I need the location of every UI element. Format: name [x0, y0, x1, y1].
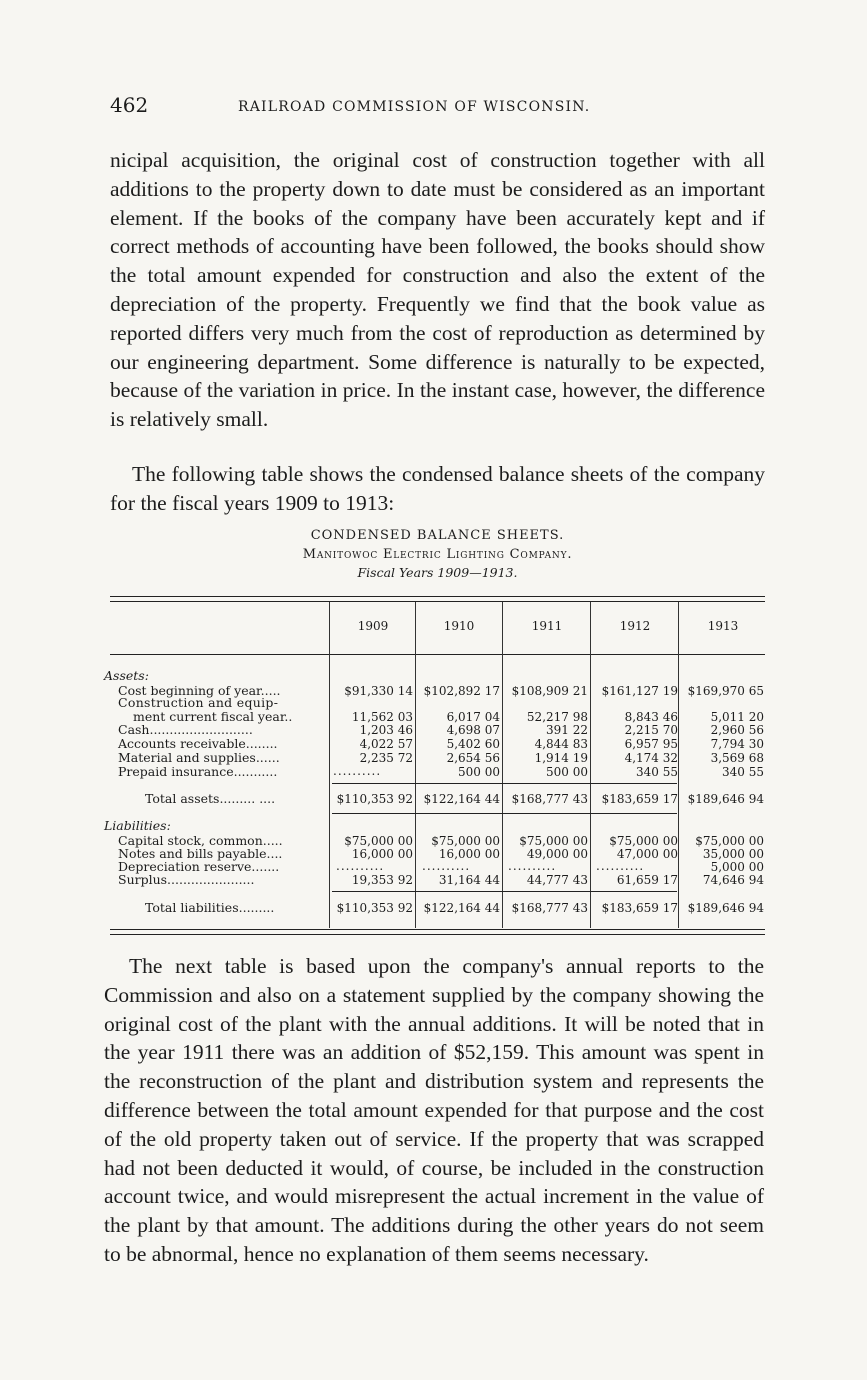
row-label-total-liabilities: Total liabilities.........: [145, 900, 275, 915]
row-label-notes-bills: Notes and bills payable....: [118, 846, 283, 861]
cell-cost-1911: $108,909 21: [511, 684, 588, 698]
row-label-construction-2: ment current fiscal year..: [133, 709, 293, 724]
cell-prepaid-1910: 500 00: [458, 765, 500, 779]
page-number: 462: [110, 93, 149, 117]
cell-surplus-1910: 31,164 44: [438, 873, 500, 887]
cell-construction-1911: 52,217 98: [526, 710, 588, 724]
cell-cash-1911: 391 22: [546, 723, 588, 737]
cell-cash-1910: 4,698 07: [446, 723, 500, 737]
cell-receivable-1913: 7,794 30: [710, 737, 764, 751]
cell-notes-1909: 16,000 00: [351, 847, 413, 861]
row-label-prepaid-insurance: Prepaid insurance...........: [118, 764, 278, 779]
liabilities-subtotal-rule: [332, 891, 677, 892]
page-header: [110, 93, 765, 123]
running-head: RAILROAD COMMISSION OF WISCONSIN.: [238, 99, 591, 115]
cell-total-assets-1912: $183,659 17: [601, 792, 678, 806]
blank-dots-depreciation-1909: ..........: [336, 859, 385, 873]
cell-total-liabilities-1913: $189,646 94: [687, 901, 764, 915]
cell-notes-1910: 16,000 00: [438, 847, 500, 861]
row-label-depreciation-reserve: Depreciation reserve.......: [118, 859, 280, 874]
cell-prepaid-1913: 340 55: [722, 765, 764, 779]
cell-cost-1913: $169,970 65: [687, 684, 764, 698]
body-paragraph-3: The next table is based upon the company's annual reports to the Commission and also on a statement supplied by the company showing the original cost of the plant with the annual additions. It will be noted that in the year 1911 there was an addition of $52,159. This amount was spent in the reconstruction of the plant and distribution system and represents the difference between the total amount expended for that purpose and the cost of the old property taken out of service. If the property that was scrapped had not been deducted it would, of course, be included in the construction account twice, and would misrepresent the actual increment in the value of the plant by that amount. The additions during the other years do not seem to be abnormal, hence no explanation of them seems necessary.: [104, 954, 764, 1266]
cell-total-liabilities-1911: $168,777 43: [511, 901, 588, 915]
year-header-1913: 1913: [707, 619, 739, 633]
cell-total-assets-1911: $168,777 43: [511, 792, 588, 806]
year-header-1912: 1912: [619, 619, 651, 633]
table-top-rule-inner: [110, 601, 765, 602]
cell-capital-1909: $75,000 00: [344, 834, 413, 848]
row-label-capital-stock: Capital stock, common.....: [118, 833, 283, 848]
cell-surplus-1909: 19,353 92: [351, 873, 413, 887]
cell-capital-1910: $75,000 00: [431, 834, 500, 848]
row-label-surplus: Surplus......................: [118, 872, 255, 887]
cell-cash-1909: 1,203 46: [359, 723, 413, 737]
column-divider: [590, 602, 591, 928]
blank-dots-depreciation-1910: ..........: [422, 859, 471, 873]
table-years-caption: Fiscal Years 1909—1913.: [357, 565, 518, 580]
year-header-1910: 1910: [443, 619, 475, 633]
blank-dots-prepaid-1909: ..........: [333, 764, 382, 778]
blank-dots-depreciation-1911: ..........: [508, 859, 557, 873]
assets-section-label: Assets:: [104, 668, 149, 683]
cell-depreciation-1913: 5,000 00: [710, 860, 764, 874]
column-divider: [502, 602, 503, 928]
cell-total-liabilities-1910: $122,164 44: [423, 901, 500, 915]
row-label-accounts-receivable: Accounts receivable........: [118, 736, 278, 751]
row-label-cost-beginning: Cost beginning of year.....: [118, 683, 281, 698]
cell-total-liabilities-1909: $110,353 92: [336, 901, 413, 915]
body-paragraph-1: nicipal acquisition, the original cost of construction together with all additions to the property down to date must be considered as an important element. If the books of the company have been accurately kept and if correct methods of accounting have been followed, the books should show the total amount expended for construction and also the extent of the depreciation of the property. Frequently we find that the book value as reported differs very much from the cost of reproduction as determined by our engineering department. Some difference is naturally to be expected, because of the variation in price. In the instant case, however, the difference is relatively small.: [110, 148, 765, 432]
cell-cash-1912: 2,215 70: [624, 723, 678, 737]
cell-notes-1913: 35,000 00: [702, 847, 764, 861]
cell-material-1912: 4,174 32: [624, 751, 678, 765]
cell-capital-1911: $75,000 00: [519, 834, 588, 848]
cell-surplus-1911: 44,777 43: [526, 873, 588, 887]
total-assets-rule: [332, 813, 677, 814]
liabilities-section-label: Liabilities:: [104, 818, 171, 833]
row-label-construction-1: Construction and equip-: [118, 695, 279, 710]
row-label-total-assets: Total assets......... ....: [145, 791, 276, 806]
cell-capital-1912: $75,000 00: [609, 834, 678, 848]
cell-cash-1913: 2,960 56: [710, 723, 764, 737]
table-bottom-rule-inner: [110, 929, 765, 930]
cell-construction-1910: 6,017 04: [446, 710, 500, 724]
blank-dots-depreciation-1912: ..........: [596, 859, 645, 873]
cell-total-assets-1913: $189,646 94: [687, 792, 764, 806]
cell-surplus-1913: 74,646 94: [702, 873, 764, 887]
cell-material-1909: 2,235 72: [359, 751, 413, 765]
cell-prepaid-1911: 500 00: [546, 765, 588, 779]
cell-construction-1912: 8,843 46: [624, 710, 678, 724]
cell-cost-1909: $91,330 14: [344, 684, 413, 698]
year-header-1911: 1911: [531, 619, 563, 633]
cell-total-liabilities-1912: $183,659 17: [601, 901, 678, 915]
cell-total-assets-1909: $110,353 92: [336, 792, 413, 806]
cell-capital-1913: $75,000 00: [695, 834, 764, 848]
cell-material-1913: 3,569 68: [710, 751, 764, 765]
table-top-rule: [110, 596, 765, 597]
cell-material-1911: 1,914 19: [534, 751, 588, 765]
cell-receivable-1911: 4,844 83: [534, 737, 588, 751]
cell-total-assets-1910: $122,164 44: [423, 792, 500, 806]
column-divider: [415, 602, 416, 928]
row-label-material-supplies: Material and supplies......: [118, 750, 280, 765]
assets-subtotal-rule: [332, 783, 677, 784]
column-divider: [678, 602, 679, 928]
cell-notes-1912: 47,000 00: [616, 847, 678, 861]
cell-notes-1911: 49,000 00: [526, 847, 588, 861]
table-header-rule: [110, 654, 765, 655]
table-company: Manitowoc Electric Lighting Company.: [302, 547, 573, 562]
cell-receivable-1910: 5,402 60: [446, 737, 500, 751]
cell-receivable-1909: 4,022 57: [359, 737, 413, 751]
cell-prepaid-1912: 340 55: [636, 765, 678, 779]
cell-receivable-1912: 6,957 95: [624, 737, 678, 751]
row-label-cash: Cash..........................: [118, 722, 253, 737]
year-header-1909: 1909: [357, 619, 389, 633]
cell-construction-1909: 11,562 03: [351, 710, 413, 724]
column-divider: [329, 602, 330, 928]
table-bottom-rule: [110, 934, 765, 935]
cell-cost-1910: $102,892 17: [423, 684, 500, 698]
cell-surplus-1912: 61,659 17: [616, 873, 678, 887]
cell-material-1910: 2,654 56: [446, 751, 500, 765]
body-paragraph-2: The following table shows the condensed balance sheets of the company for the fiscal years 1909 to 1913:: [110, 462, 765, 515]
cell-cost-1912: $161,127 19: [601, 684, 678, 698]
cell-construction-1913: 5,011 20: [710, 710, 764, 724]
table-title: CONDENSED BALANCE SHEETS.: [310, 528, 565, 543]
